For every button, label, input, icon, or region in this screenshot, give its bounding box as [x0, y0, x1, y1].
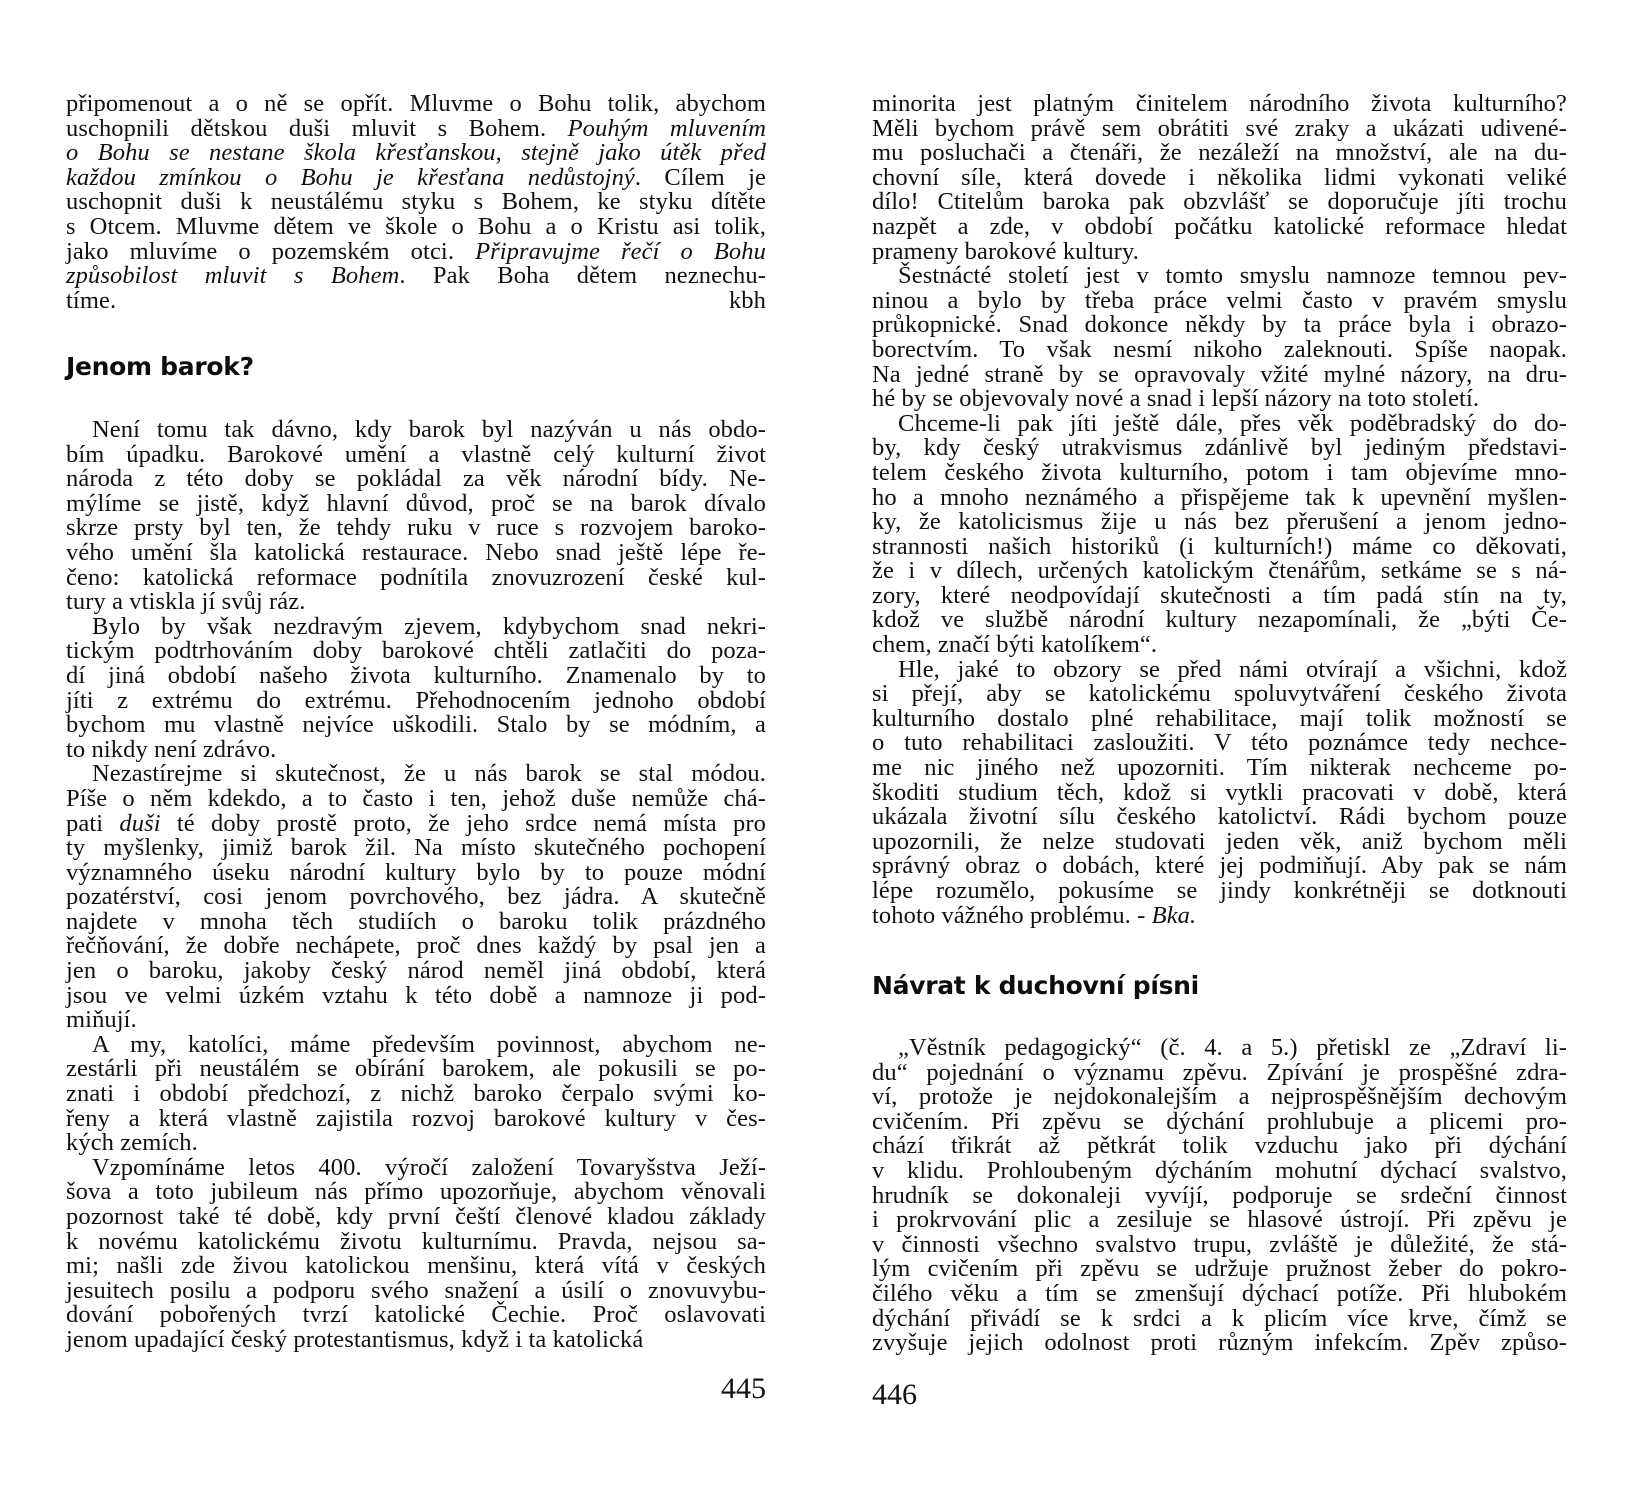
text-line: chem, značí býti katolíkem“.	[872, 631, 1158, 659]
text-line: významného úseku národní kultury bylo by to pouze módní	[66, 858, 766, 886]
article-body-jenom-barok	[66, 418, 766, 1353]
text-line: kých zemích.	[66, 1129, 198, 1157]
text-line: lépe rozumělo, pokusíme se jindy konkrétněji se dotknouti	[872, 877, 1567, 904]
text-line: ky, že katolicismus žije u nás bez přerušení a jenom jedno-	[872, 508, 1567, 536]
text-line: pozatérství, cosi jenom povrchového, bez jádra. A skutečně	[66, 883, 766, 911]
article-body-navrat	[872, 1036, 1567, 1356]
italic-emphasis: Bka.	[1151, 901, 1197, 929]
text-line: du“ pojednání o významu zpěvu. Zpívání je prospěšné zdra-	[872, 1058, 1567, 1086]
text-line: řeny a která vlastně zajistila rozvoj barokové kultury v čes-	[66, 1104, 766, 1132]
italic-emphasis: o Bohu se nestane škola křesťanskou, stejně jako útěk před	[66, 139, 766, 167]
text-line: jen o baroku, jakoby český národ neměl jiná období, která	[66, 957, 766, 985]
text-segment: . Cílem je	[634, 163, 766, 191]
italic-emphasis: způsobilost mluvit s Bohem	[66, 262, 400, 290]
text-line: jesuitech posilu a podporu svého snažení a úsilí o znovuvybu-	[66, 1276, 766, 1304]
text-line: borectvím. To však nesmí nikoho zaleknouti. Spíše naopak.	[872, 335, 1567, 363]
text-line: mi; našli zde živou katolickou menšinu, která vítá v českých	[66, 1252, 766, 1280]
text-line: tury a vtiskla jí svůj ráz.	[66, 588, 306, 616]
text-line: Hle, jaké to obzory se před námi otvírají a všichni, kdož	[898, 655, 1567, 683]
text-line: k novému katolickému životu kulturnímu. Pravda, nejsou sa-	[66, 1227, 766, 1255]
text-line: minorita jest platným činitelem národního života kulturního?	[872, 90, 1567, 117]
paragraph	[872, 92, 1567, 264]
text-line: ty myšlenky, jimiž barok žil. Na místo skutečného pochopení	[66, 834, 766, 862]
text-line: dování pobořených tvrzí katolické Čechie. Proč oslavovati	[66, 1301, 766, 1329]
text-line: národa z této doby se pokládal za věk národní bídy. Ne-	[66, 465, 766, 493]
text-line: čilého věku a tím se zmenšují dýchací potíže. Při hlubokém	[872, 1279, 1567, 1307]
paragraph	[872, 1036, 1567, 1356]
text-line: zestárli při neustálém se obírání barokem, ale pokusili se po-	[66, 1055, 766, 1083]
text-line: zvyšuje jejich odolnost proti různým infekcím. Zpěv způso-	[872, 1329, 1567, 1357]
text-line: prameny barokové kultury.	[872, 237, 1139, 265]
text-line: Nezastírejme si skutečnost, že u nás barok se stal módou.	[92, 760, 766, 788]
paragraph	[66, 1030, 766, 1157]
text-line: průkopnické. Snad dokonce někdy by ta práce byla i obrazo-	[872, 311, 1567, 339]
text-segment: uschopnit duši k neustálému styku s Bohem, ke styku dítěte	[66, 188, 766, 216]
text-line: správný obraz o dobách, které jej podmiňují. Aby pak se nám	[872, 852, 1567, 880]
article-heading-navrat-k-duchovni-pisni: Návrat k duchovní písni	[872, 971, 1199, 1000]
paragraph	[872, 409, 1567, 659]
text-line: dí jiná období našeho života kulturního. Znamenalo by to	[66, 661, 766, 689]
paragraph	[66, 612, 766, 763]
italic-emphasis: Pouhým mluvením	[567, 114, 766, 142]
text-line: v klidu. Prohloubeným dýcháním mohutní dýchací svalstvo,	[872, 1156, 1567, 1184]
text-line: vého umění šla katolická restaurace. Nebo snad ještě lépe ře-	[66, 538, 766, 566]
text-line: mýlíme se jistě, když hlavní důvod, proč se na barok dívalo	[66, 489, 766, 517]
text-line: skrze prsty byl ten, že tehdy ruku v ruce s rozvojem baroko-	[66, 514, 766, 542]
text-line: by, kdy český utrakvismus zdánlivě byl jediným představi-	[872, 434, 1567, 462]
text-line: kdož ve službě národní kultury nezapomínali, že „býti Če-	[872, 606, 1567, 634]
text-line: lým cvičením při zpěvu se udržuje pružnost žeber do pokro-	[872, 1255, 1567, 1283]
intro-text-block	[66, 92, 766, 289]
text-segment: připomenout a o ně se opřít. Mluvme o Bohu tolik, abychom	[66, 90, 766, 117]
page-number-left: 445	[721, 1372, 766, 1405]
text-line: že i v dílech, určených katolickým čtenářům, setkáme se s ná-	[872, 557, 1567, 585]
text-line: kulturního dostalo plné rehabilitace, mají tolik možností se	[872, 704, 1567, 732]
text-line	[66, 114, 766, 142]
text-line: strannosti našich historiků (i kulturních!) máme co děkovati,	[872, 532, 1567, 560]
text-line: znati i období předchozí, z nichž baroko čerpalo svými ko-	[66, 1080, 766, 1108]
text-line: i prokrvování plic a zesiluje se hlasové ústrojí. Při zpěvu je	[872, 1206, 1567, 1234]
text-line: Na jedné straně by se opravovaly vžité mylné názory, na dru-	[872, 360, 1567, 388]
article-heading-jenom-barok: Jenom barok?	[66, 352, 254, 381]
text-line: chovní síle, která dovede i několika lidmi vykonati veliké	[872, 163, 1567, 191]
text-line: mu posluchači a čtenáři, že nezáleží na množství, ale na du-	[872, 139, 1567, 167]
text-line: me nic jiného než upozorniti. Tím nikterak nechceme po-	[872, 754, 1567, 782]
author-signature: kbh	[728, 287, 766, 314]
paragraph	[66, 418, 766, 615]
text-line: hrudník se dokonaleji vyvíjí, podporuje se srdeční činnost	[872, 1181, 1567, 1209]
italic-emphasis: každou zmínkou o Bohu je křesťana nedůstojný	[66, 163, 635, 191]
text-line: jíti z extrému do extrému. Přehodnocením jednoho období	[66, 686, 766, 714]
text-line: to nikdy není zdrávo.	[66, 735, 277, 763]
paragraph	[66, 762, 766, 1033]
text-line: v činnosti všechno svalstvo trupu, zvláště je důležité, že stá-	[872, 1230, 1567, 1258]
text-line: čeno: katolická reformace podnítila znovuzrození české kul-	[66, 563, 766, 591]
paragraph	[66, 1153, 766, 1353]
text-line: hé by se objevovaly nové a snad i lepší názory na toto století.	[872, 385, 1480, 413]
text-line: ví, protože je nejdokonalejším a nejprospěšnějším dechovým	[872, 1083, 1567, 1111]
text-line: Není tomu tak dávno, kdy barok byl nazýván u nás obdo-	[92, 416, 766, 443]
paragraph	[872, 655, 1567, 929]
text-line: tohoto vážného problému. - Bka.	[872, 901, 1197, 929]
text-line: tickým podtrhováním doby barokové chtěli zatlačiti do poza-	[66, 637, 766, 665]
text-line: ho a mnoho neznámého a přispějeme tak k upevnění myšlen-	[872, 483, 1567, 511]
text-line: najdete v mnoha těch studiích o baroku tolik prázdného	[66, 907, 766, 935]
text-line: cvičením. Při zpěvu se dýchání prohlubuje a plicemi pro-	[872, 1107, 1567, 1135]
text-line: dýchání přivádí se k srdci a k plicím více krve, čímž se	[872, 1304, 1567, 1332]
text-line	[66, 92, 766, 117]
text-line: bím úpadku. Barokové umění a vlastně celý kulturní život	[66, 440, 766, 468]
text-line: miňují.	[66, 1006, 137, 1034]
text-line: pati duši té doby prostě proto, že jeho srdce nemá místa pro	[66, 809, 766, 837]
text-line: Chceme-li pak jíti ještě dále, přes věk poděbradský do do-	[898, 409, 1567, 437]
text-line: řečňování, že dobře nechápete, proč dnes každý by psal jen a	[66, 932, 766, 960]
text-line: o tuto rehabilitaci zasloužiti. V této poznámce tedy nechce-	[872, 729, 1567, 757]
text-line	[66, 212, 766, 240]
text-line	[66, 237, 766, 265]
text-line: telem českého života kulturního, potom i tam objevíme mno-	[872, 458, 1567, 486]
text-line: pozornost také té době, kdy první čeští členové kladou základy	[66, 1203, 766, 1230]
text-line: škoditi studium těch, kdož si vytkli pracovati v době, která	[872, 778, 1567, 806]
intro-final-line	[66, 289, 766, 314]
text-line: „Věstník pedagogický“ (č. 4. a 5.) přetiskl ze „Zdraví li-	[898, 1034, 1567, 1061]
text-line: upozornili, že nelze studovati jeden věk, aniž bychom měli	[872, 827, 1567, 855]
text-line	[66, 264, 766, 289]
text-line: Vzpomínáme letos 400. výročí založení Tovaryšstva Ježí-	[92, 1153, 766, 1181]
text-line: zory, které neodpovídají skutečnosti a tím padá stín na ty,	[872, 581, 1567, 609]
italic-emphasis: duši	[119, 809, 161, 837]
text-line: si přejí, aby se katolickému spoluvytváření českého života	[872, 680, 1567, 708]
text-line	[66, 141, 766, 166]
text-line: dílo! Ctitelům baroka pak obzvlášť se doporučuje jíti trochu	[872, 188, 1567, 216]
text-line: šova a toto jubileum nás přímo upozorňuje, abychom věnovali	[66, 1178, 766, 1206]
final-word: tíme.	[66, 287, 117, 314]
paragraph	[872, 264, 1567, 412]
text-line: ukázala životní sílu českého katolictví. Rádi bychom pouze	[872, 803, 1567, 831]
text-line: Píše o něm kdekdo, a to často i ten, jehož duše nemůže chá-	[66, 784, 766, 812]
text-line: jsou ve velmi úzkém vztahu k této době a namnoze ji pod-	[66, 981, 766, 1009]
continuation-text-block	[872, 92, 1567, 928]
text-segment: jako mluvíme o pozemském otci.	[66, 237, 476, 265]
text-line: Měli bychom právě sem obrátiti své zraky a ukázati udivené-	[872, 114, 1567, 142]
italic-emphasis: Připravujme řečí o Bohu	[475, 237, 766, 265]
text-segment: . Pak Boha dětem neznechu-	[399, 262, 766, 290]
text-line: bychom mu vlastně nejvíce uškodili. Stalo by se módním, a	[66, 711, 766, 739]
text-line: jenom upadající český protestantismus, když i ta katolická	[66, 1325, 644, 1353]
text-line: Bylo by však nezdravým zjevem, kdybychom snad nekri-	[92, 612, 766, 640]
text-line: Šestnácté století jest v tomto smyslu namnoze temnou pev-	[898, 262, 1567, 290]
text-line	[66, 190, 766, 215]
text-line	[66, 163, 766, 191]
text-line: A my, katolíci, máme především povinnost, abychom ne-	[92, 1030, 766, 1058]
text-segment: uschopnili dětskou duši mluvit s Bohem.	[66, 114, 568, 142]
text-line: ninou a bylo by třeba práce velmi často v pravém smyslu	[872, 286, 1567, 314]
text-line: nazpět a zde, v období počátku katolické reformace hledat	[872, 212, 1567, 240]
text-segment: s Otcem. Mluvme dětem ve škole o Bohu a o Kristu asi tolik,	[66, 212, 766, 240]
text-line: chází třikrát až pětkrát tolik vzduchu jako při dýchání	[872, 1132, 1567, 1160]
page-number-right: 446	[872, 1378, 917, 1411]
text-line	[66, 289, 766, 314]
